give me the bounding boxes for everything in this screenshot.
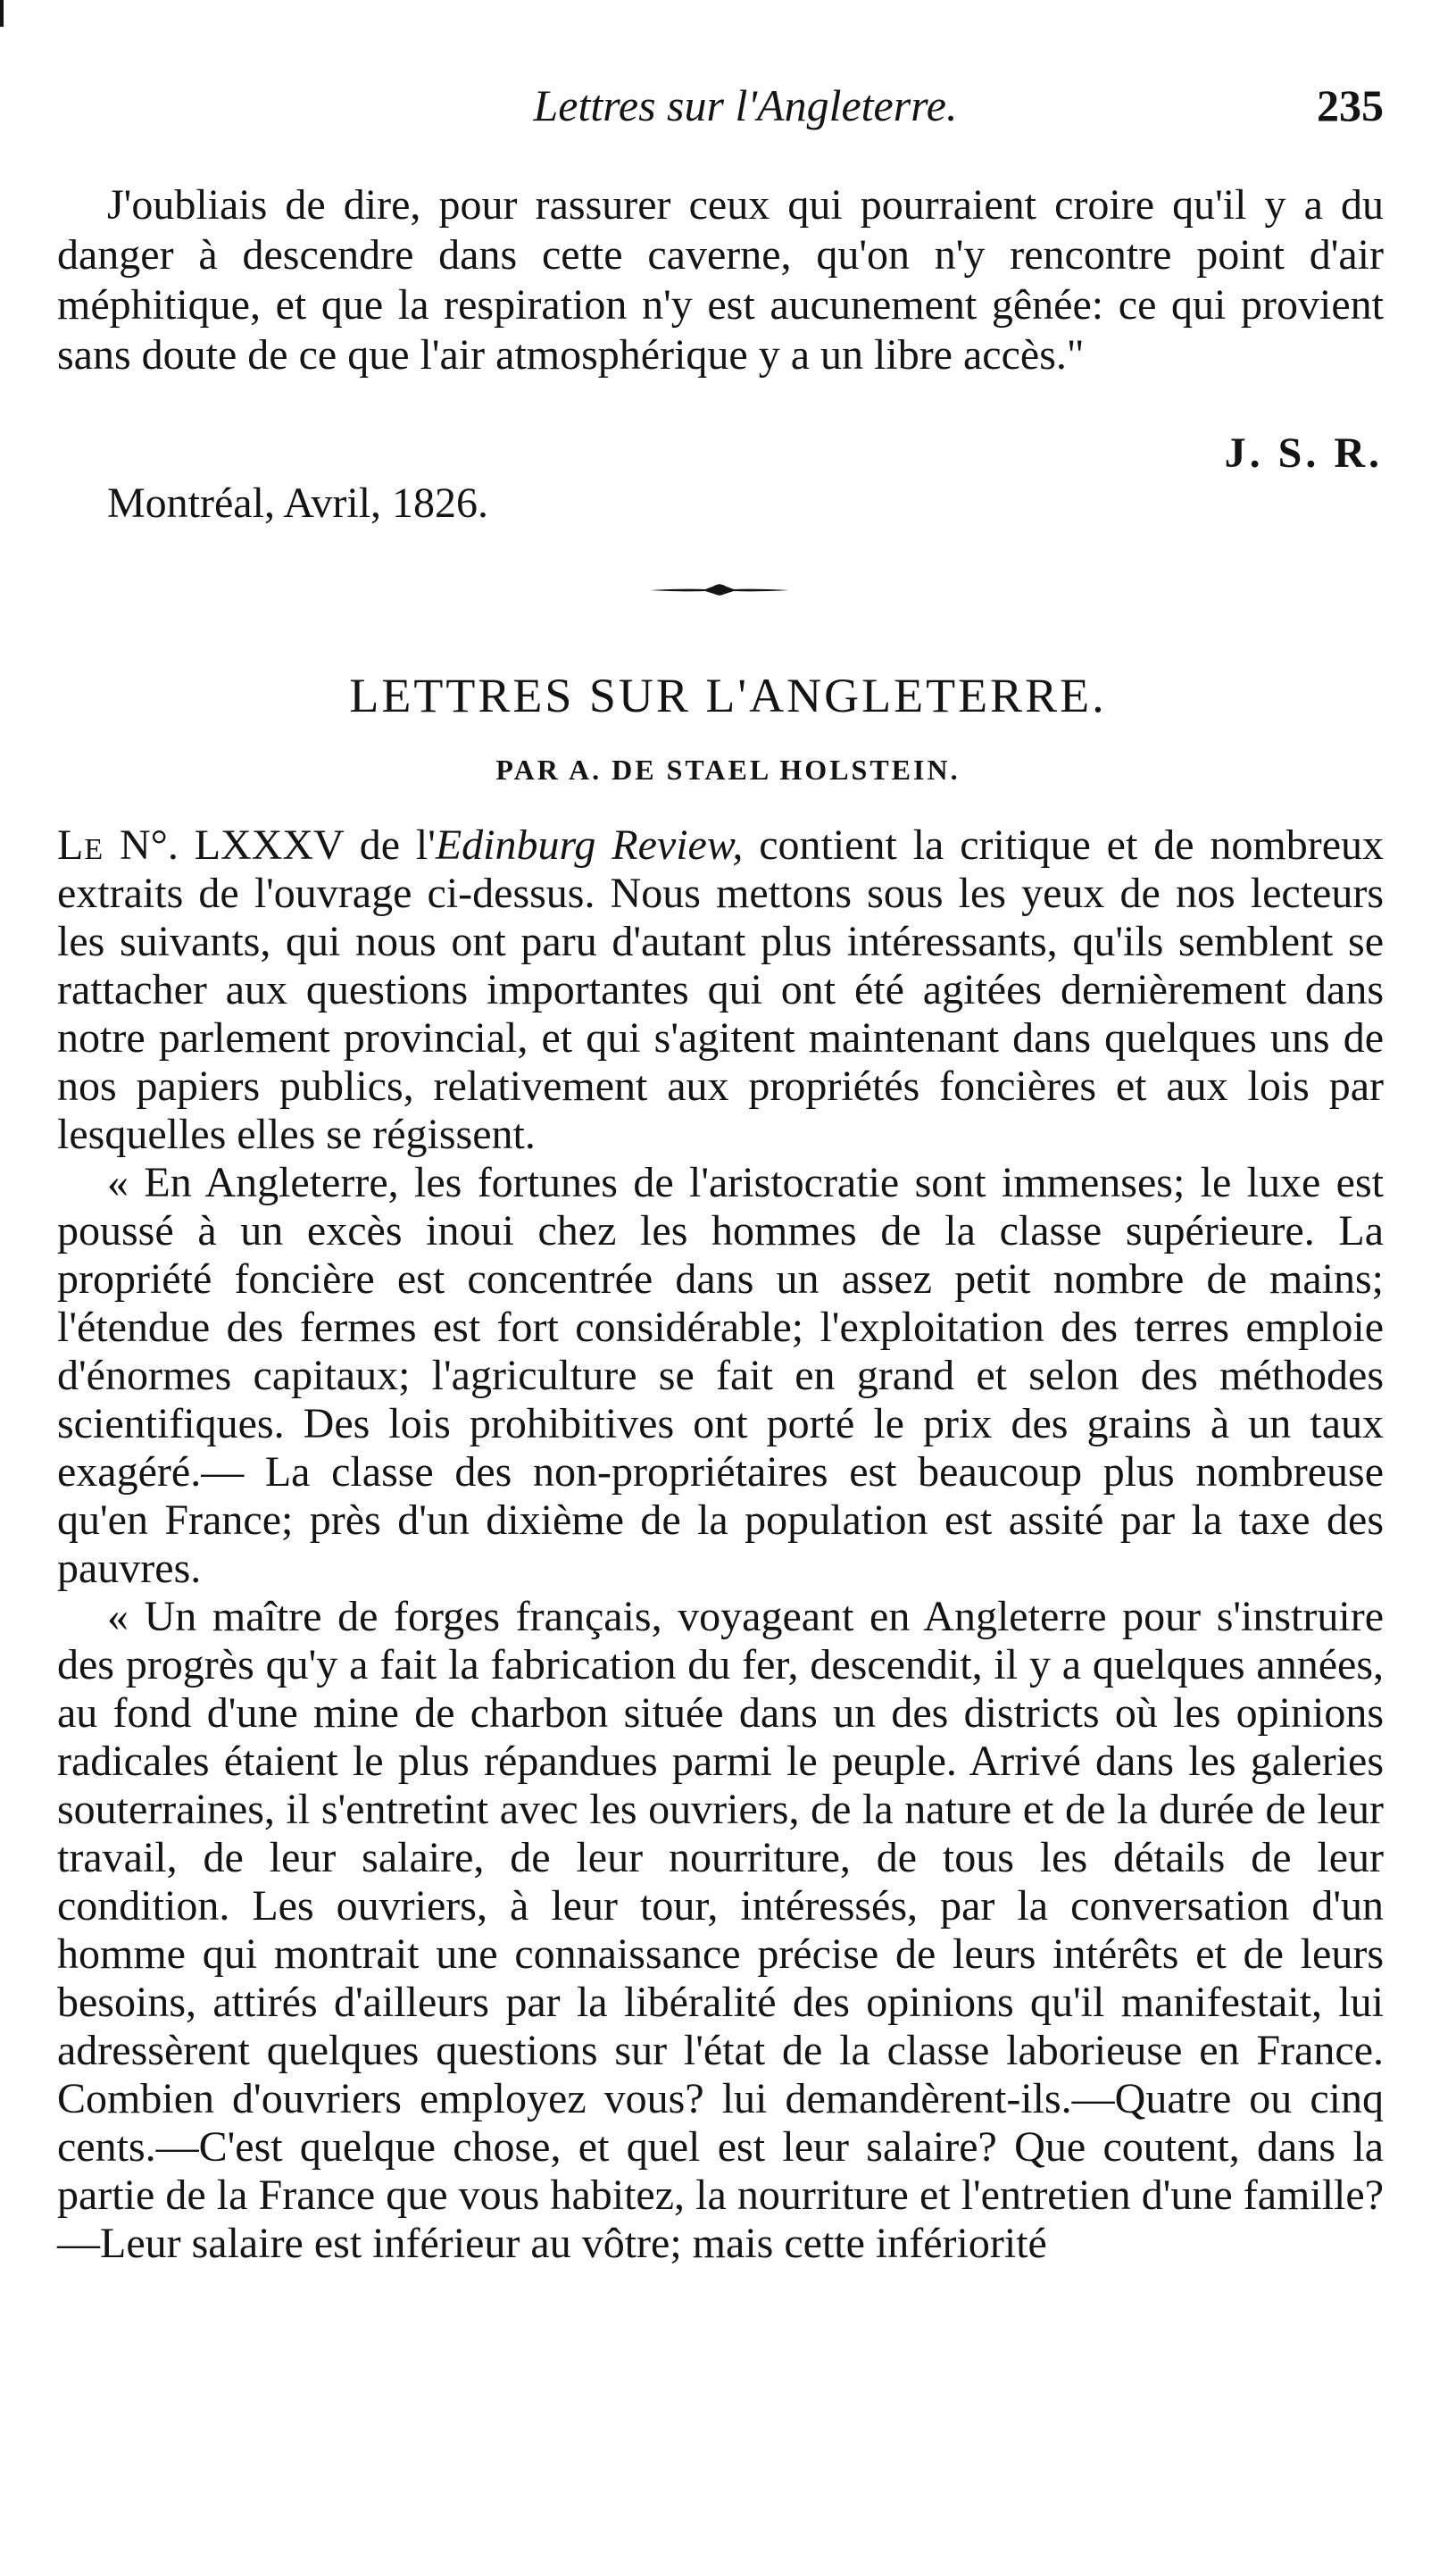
article-body xyxy=(57,821,1384,2268)
page-number: 235 xyxy=(1317,80,1384,130)
section-divider-ornament xyxy=(648,579,791,600)
paragraph-ironmaster: « Un maître de forges français, voyageant en Angleterre pour s'instruire des progrès qu'y a fait la fabrication du fer, descendit, il y a quelques années, au fond d'une mine de charbon située dans un des districts où les opinions radicales étaient le plus répandues parmi le peuple. Arrivé dans les galeries souterraines, il s'entretint avec les ouvriers, de la nature et de la durée de leur travail, de leur salaire, de leur nourriture, de tous les détails de leur condition. Les ouvriers, à leur tour, intéressés, par la conversation d'un homme qui montrait une connaissance précise de leurs intérêts et de leurs besoins, attirés d'ailleurs par la libéralité des opinions qu'il manifestait, lui adressèrent quelques questions sur l'état de la classe laborieuse en France. Combien d'ouvriers employez vous? lui demandèrent-ils.—Quatre ou cinq cents.—C'est quelque chose, et quel est leur salaire? Que coutent, dans la partie de la France que vous habitez, la nourriture et l'entretien d'une famille?—Leur salaire est inférieur au vôtre; mais cette infériorité xyxy=(57,1593,1384,2267)
dropcap-word: Le xyxy=(57,821,104,869)
previous-article-ending xyxy=(57,180,1384,380)
dateline: Montréal, Avril, 1826. xyxy=(107,479,489,527)
article-author: PAR A. DE STAEL HOLSTEIN. xyxy=(495,754,961,786)
running-head xyxy=(107,79,1384,132)
review-number: N°. LXXXV de l' xyxy=(119,821,436,869)
signature: J. S. R. xyxy=(1224,429,1383,477)
scan-edge-mark xyxy=(0,0,4,27)
closing-paragraph: J'oubliais de dire, pour rassurer ceux qui pourraient croire qu'il y a du danger à descendre dans cette caverne, qu'on n'y rencontre point d'air méphitique, et que la respiration n'y est aucunement gênée: ce qui provient sans doute de ce que l'air atmosphérique y a un libre accès." xyxy=(57,181,1384,379)
paragraph-aristocracy: « En Angleterre, les fortunes de l'aristocratie sont immenses; le luxe est poussé à un excès inoui chez les hommes de la classe supérieure. La propriété foncière est concentrée dans un assez petit nombre de mains; l'étendue des fermes est fort considérable; l'exploitation des terres emploie d'énormes capitaux; l'agriculture se fait en grand et selon des méthodes scientifiques. Des lois prohibitives ont porté le prix des grains à un taux exagéré.— La classe des non-propriétaires est beaucoup plus nombreuse qu'en France; près d'un dixième de la population est assité par la taxe des pauvres. xyxy=(57,1159,1384,1592)
intro-text: contient la critique et de nombreux extraits de l'ouvrage ci-dessus. Nous mettons sous les yeux de nos lecteurs les suivants, qui nous ont paru d'autant plus intéressants, qu'ils semblent se rattacher aux questions importantes qui ont été agitées dernièrement dans notre parlement provincial, et qui s'agitent maintenant dans quelques uns de nos papiers publics, relativement aux propriétés foncières et aux lois par lesquelles elles se régissent. xyxy=(57,821,1384,1158)
intro-paragraph xyxy=(57,821,1384,1159)
running-title: Lettres sur l'Angleterre. xyxy=(533,80,958,130)
article-title: LETTRES SUR L'ANGLETERRE. xyxy=(349,669,1107,722)
journal-name: Edinburg Review, xyxy=(435,821,744,869)
